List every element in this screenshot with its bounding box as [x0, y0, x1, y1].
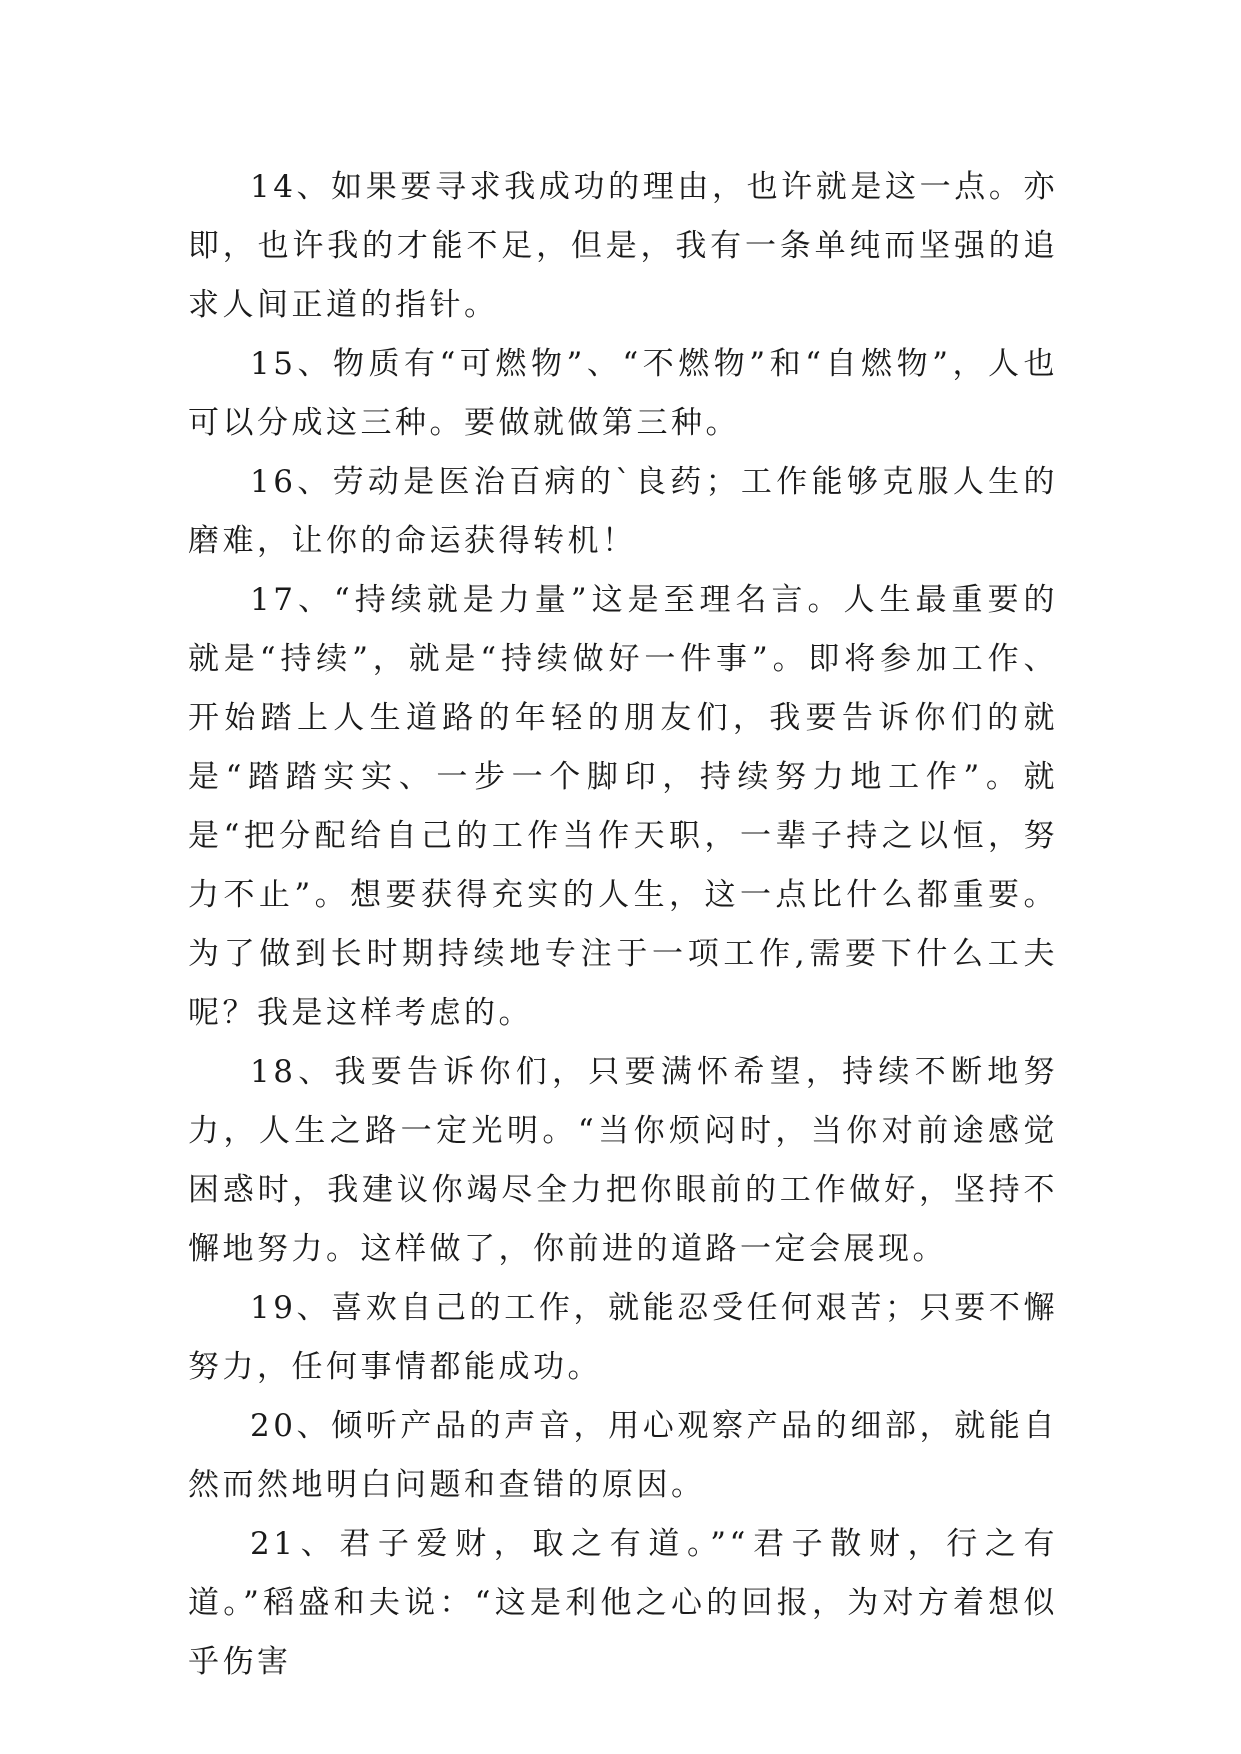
paragraph-19: 19、喜欢自己的工作，就能忍受任何艰苦；只要不懈努力，任何事情都能成功。 [188, 1290, 1058, 1385]
paragraph-15: 15、物质有“可燃物”、“不燃物”和“自燃物”，人也可以分成这三种。要做就做第三种。 [188, 346, 1058, 441]
paragraph-17: 17、“持续就是力量”这是至理名言。人生最重要的就是“持续”，就是“持续做好一件事”。即将参加工作、开始踏上人生道路的年轻的朋友们，我要告诉你们的就是“踏踏实实、一步一个脚印，持续努力地工作”。就是“把分配给自己的工作当作天职，一辈子持之以恒，努力不止”。想要获得充实的人生，这一点比什么都重要。为了做到长时期持续地专注于一项工作,需要下什么工夫呢？我是这样考虑的。 [188, 582, 1058, 1031]
paragraph-21: 21、君子爱财，取之有道。”“君子散财，行之有道。”稻盛和夫说：“这是利他之心的回报，为对方着想似乎伤害 [188, 1526, 1058, 1680]
paragraph-20: 20、倾听产品的声音，用心观察产品的细部，就能自然而然地明白问题和查错的原因。 [188, 1408, 1058, 1503]
paragraph-18: 18、我要告诉你们，只要满怀希望，持续不断地努力，人生之路一定光明。“当你烦闷时，当你对前途感觉困惑时，我建议你竭尽全力把你眼前的工作做好，坚持不懈地努力。这样做了，你前进的道路一定会展现。 [188, 1054, 1058, 1267]
paragraph-14: 14、如果要寻求我成功的理由，也许就是这一点。亦即，也许我的才能不足，但是，我有一条单纯而坚强的追求人间正道的指针。 [188, 169, 1058, 323]
paragraph-16: 16、劳动是医治百病的`良药；工作能够克服人生的磨难，让你的命运获得转机！ [188, 464, 1058, 559]
document-body [188, 158, 1058, 1692]
